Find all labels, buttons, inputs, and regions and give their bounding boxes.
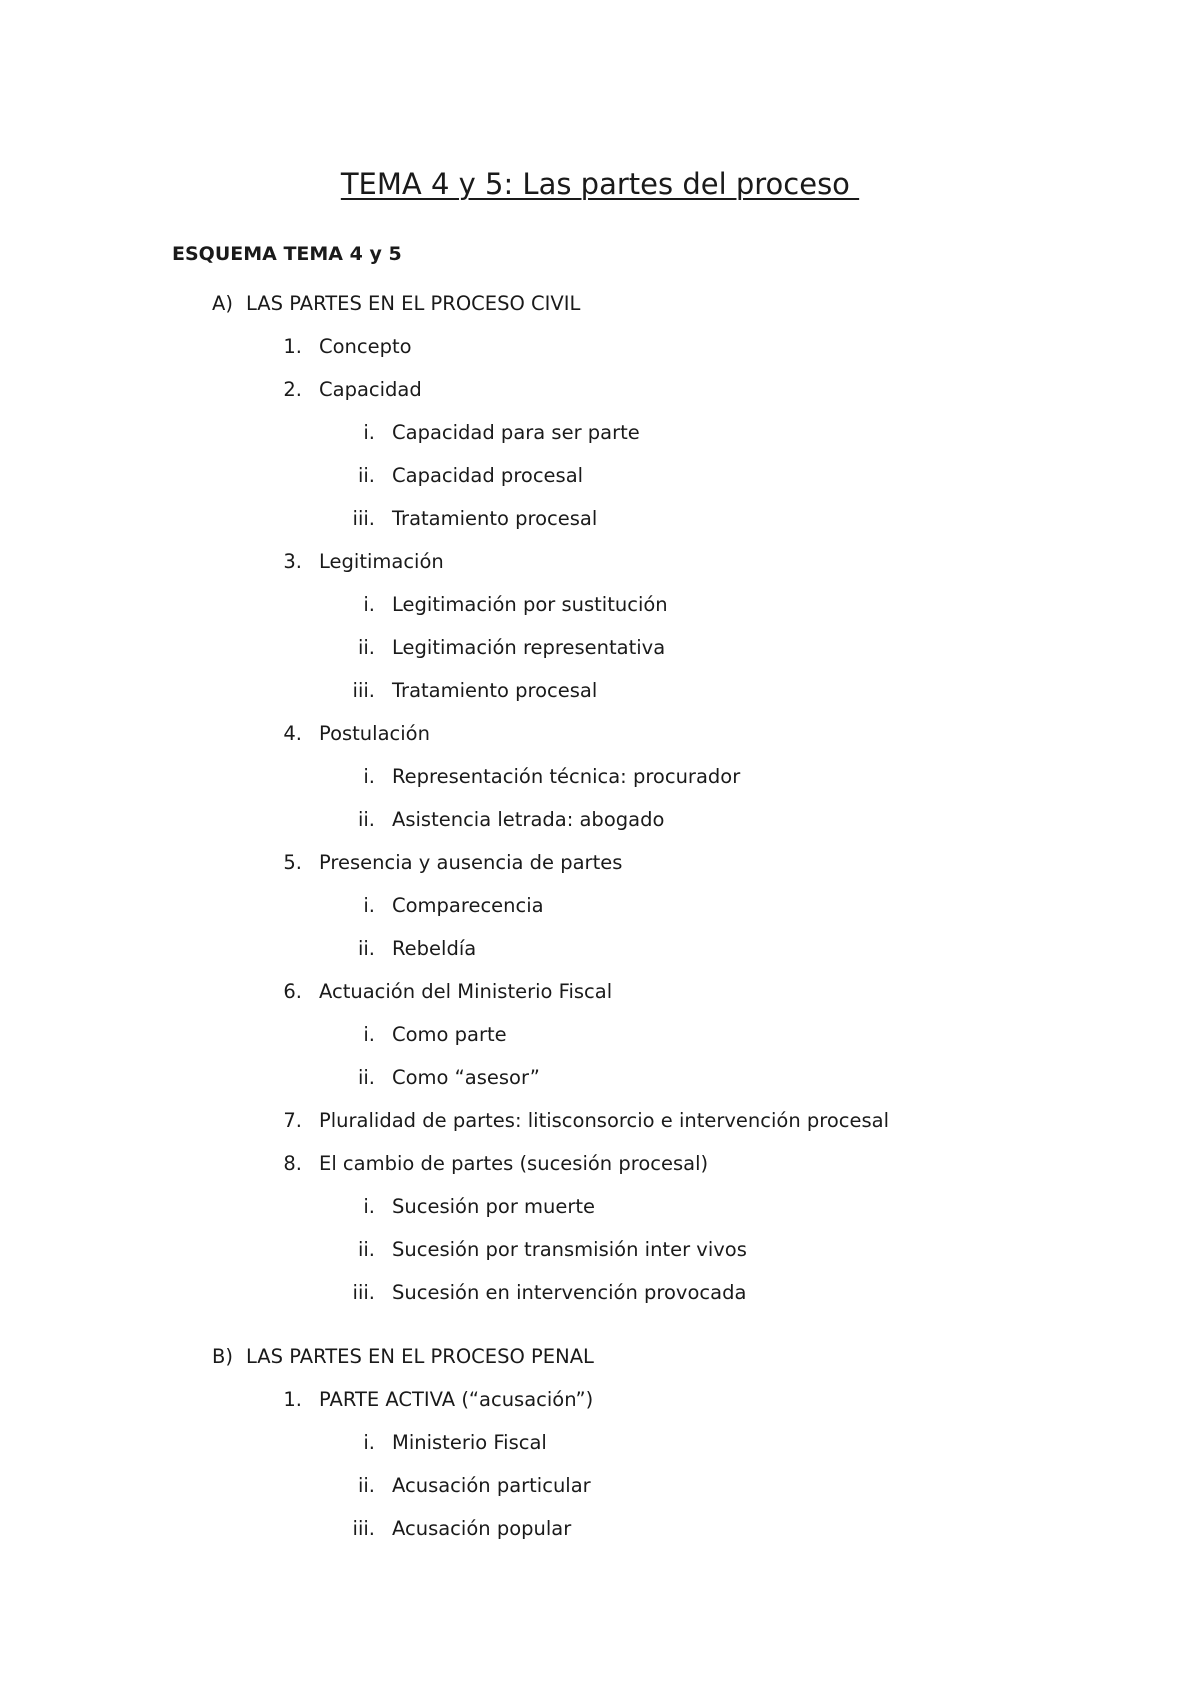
outline-subitem xyxy=(0,808,1200,832)
outline-subitem-label: Acusación particular xyxy=(392,1474,591,1497)
outline-subitem xyxy=(0,894,1200,918)
outline-subitem-marker: iii. xyxy=(352,1517,375,1540)
outline-item-label: El cambio de partes (sucesión procesal) xyxy=(319,1152,709,1175)
outline-subitem-label: Sucesión por transmisión inter vivos xyxy=(392,1238,747,1261)
outline-subitem xyxy=(0,1195,1200,1219)
outline-subitem xyxy=(0,464,1200,488)
outline-subitem-marker: i. xyxy=(363,1431,375,1454)
outline-item-label: Actuación del Ministerio Fiscal xyxy=(319,980,613,1003)
outline-item-marker: 1. xyxy=(283,1388,302,1411)
outline-subitem-label: Sucesión en intervención provocada xyxy=(392,1281,747,1304)
outline-item xyxy=(0,550,1200,574)
outline-subitem-label: Sucesión por muerte xyxy=(392,1195,596,1218)
outline-subitem-label: Legitimación representativa xyxy=(392,636,666,659)
outline-item xyxy=(0,1152,1200,1176)
outline-item-label: Capacidad xyxy=(319,378,422,401)
outline-subitem-marker: i. xyxy=(363,593,375,616)
outline-subitem xyxy=(0,1238,1200,1262)
section-heading-label: LAS PARTES EN EL PROCESO PENAL xyxy=(246,1345,594,1368)
outline-subitem-label: Legitimación por sustitución xyxy=(392,593,668,616)
outline-subitem-marker: iii. xyxy=(352,1281,375,1304)
outline-subitem-marker: ii. xyxy=(357,1238,375,1261)
outline-subitem xyxy=(0,1023,1200,1047)
outline-item-marker: 7. xyxy=(283,1109,302,1132)
outline-subitem-marker: ii. xyxy=(357,808,375,831)
outline-item xyxy=(0,335,1200,359)
outline-subitem xyxy=(0,507,1200,531)
outline-item xyxy=(0,980,1200,1004)
outline-item xyxy=(0,1388,1200,1412)
outline-subitem xyxy=(0,421,1200,445)
outline-item-marker: 5. xyxy=(283,851,302,874)
outline-subitem-label: Asistencia letrada: abogado xyxy=(392,808,665,831)
outline-subitem-marker: ii. xyxy=(357,1066,375,1089)
outline-subitem xyxy=(0,593,1200,617)
outline-subitem xyxy=(0,1431,1200,1455)
outline-subitem-marker: i. xyxy=(363,1195,375,1218)
outline-subitem-marker: iii. xyxy=(352,679,375,702)
outline-subitem-label: Rebeldía xyxy=(392,937,477,960)
outline-subitem xyxy=(0,765,1200,789)
outline-subitem-marker: ii. xyxy=(357,464,375,487)
outline-item-marker: 3. xyxy=(283,550,302,573)
section-heading-marker: A) xyxy=(212,292,233,315)
outline-subitem-marker: i. xyxy=(363,894,375,917)
outline-subitem-marker: i. xyxy=(363,421,375,444)
outline-subitem xyxy=(0,1281,1200,1305)
outline-subitem-label: Tratamiento procesal xyxy=(392,679,598,702)
outline-item xyxy=(0,378,1200,402)
outline-subitem-label: Acusación popular xyxy=(392,1517,572,1540)
section-heading xyxy=(0,1345,1200,1369)
outline-subitem xyxy=(0,1474,1200,1498)
outline-item-marker: 2. xyxy=(283,378,302,401)
section-heading xyxy=(0,292,1200,316)
outline-item-label: Concepto xyxy=(319,335,412,358)
outline-item-marker: 8. xyxy=(283,1152,302,1175)
page-title: TEMA 4 y 5: Las partes del proceso xyxy=(340,167,860,201)
section-heading-label: LAS PARTES EN EL PROCESO CIVIL xyxy=(246,292,581,315)
outline-item-label: Presencia y ausencia de partes xyxy=(319,851,623,874)
section-heading-marker: B) xyxy=(212,1345,233,1368)
outline-subitem-label: Como parte xyxy=(392,1023,507,1046)
outline-subitem-marker: ii. xyxy=(357,636,375,659)
outline-item-label: PARTE ACTIVA (“acusación”) xyxy=(319,1388,594,1411)
outline-subitem-label: Ministerio Fiscal xyxy=(392,1431,547,1454)
outline-subitem xyxy=(0,1517,1200,1541)
outline-subitem-label: Capacidad procesal xyxy=(392,464,584,487)
outline-item-marker: 4. xyxy=(283,722,302,745)
outline-subitem-marker: ii. xyxy=(357,1474,375,1497)
outline-item-marker: 6. xyxy=(283,980,302,1003)
outline-subitem xyxy=(0,1066,1200,1090)
outline-item-label: Pluralidad de partes: litisconsorcio e intervención procesal xyxy=(319,1109,890,1132)
outline-subitem-marker: i. xyxy=(363,1023,375,1046)
outline-item-label: Legitimación xyxy=(319,550,444,573)
outline-subitem xyxy=(0,937,1200,961)
outline-subitem-marker: iii. xyxy=(352,507,375,530)
outline-subitem-label: Comparecencia xyxy=(392,894,544,917)
outline-item xyxy=(0,851,1200,875)
outline-subitem-label: Tratamiento procesal xyxy=(392,507,598,530)
outline-subitem-label: Capacidad para ser parte xyxy=(392,421,640,444)
outline-item-label: Postulación xyxy=(319,722,430,745)
outline-item xyxy=(0,1109,1200,1133)
outline-subitem-label: Representación técnica: procurador xyxy=(392,765,741,788)
outline-heading: ESQUEMA TEMA 4 y 5 xyxy=(172,243,402,265)
outline-item-marker: 1. xyxy=(283,335,302,358)
outline-subitem-marker: i. xyxy=(363,765,375,788)
outline-subitem-marker: ii. xyxy=(357,937,375,960)
outline-subitem xyxy=(0,636,1200,660)
outline-subitem-label: Como “asesor” xyxy=(392,1066,540,1089)
outline-subitem xyxy=(0,679,1200,703)
outline-item xyxy=(0,722,1200,746)
